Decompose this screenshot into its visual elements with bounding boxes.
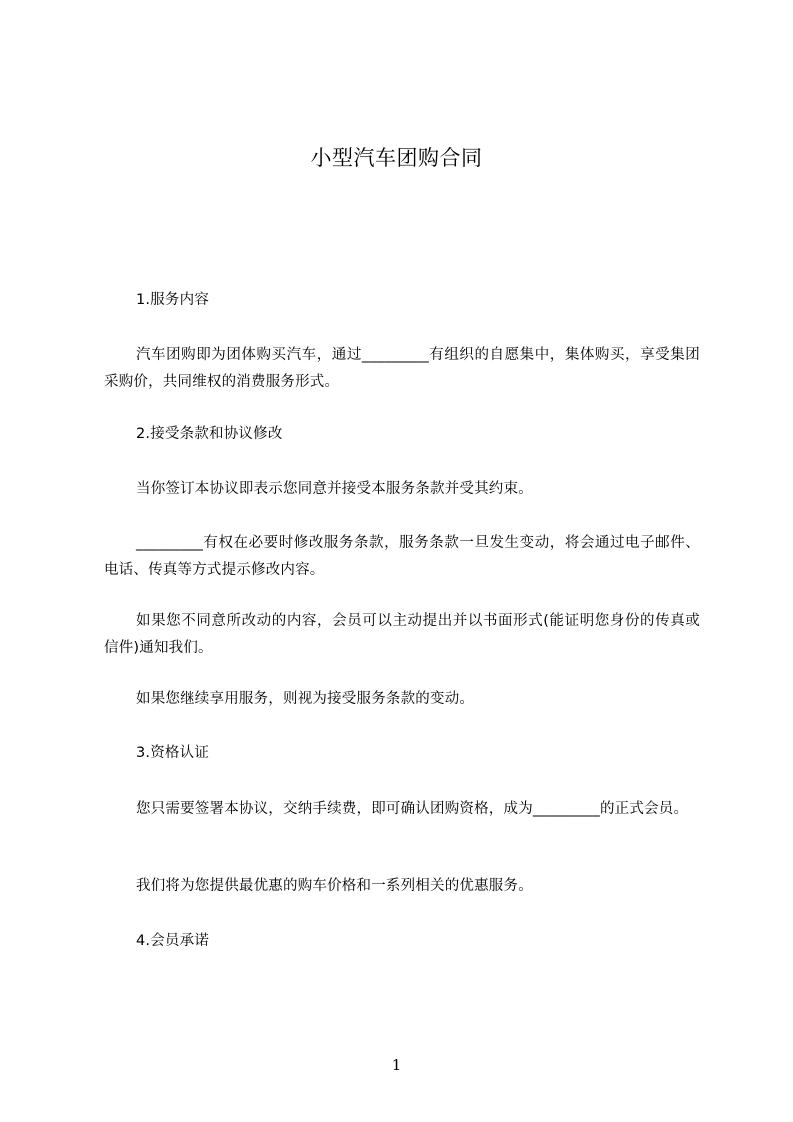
section-1-paragraph-1: 汽车团购即为团体购买汽车，通过_________有组织的自愿集中，集体购买，享受集团采购价，共同维权的消费服务形式。	[104, 347, 700, 390]
section-1-heading: 1.服务内容	[136, 292, 210, 308]
page-number: 1	[391, 1056, 402, 1074]
section-3-heading: 3.资格认证	[136, 745, 210, 761]
section-2-paragraph-2: _________有权在必要时修改服务条款，服务条款一旦发生变动，将会通过电子邮件、电话、传真等方式提示修改内容。	[104, 535, 700, 578]
section-2-paragraph-4: 如果您继续享用服务，则视为接受服务条款的变动。	[136, 691, 475, 707]
section-4-heading: 4.会员承诺	[136, 933, 210, 949]
section-2-paragraph-1: 当你签订本协议即表示您同意并接受本服务条款并受其约束。	[136, 481, 533, 497]
document-title: 小型汽车团购合同	[310, 146, 483, 170]
section-2-heading: 2.接受条款和协议修改	[136, 426, 283, 442]
section-3-paragraph-2: 我们将为您提供最优惠的购车价格和一系列相关的优惠服务。	[136, 878, 533, 894]
section-2-paragraph-3: 如果您不同意所改动的内容，会员可以主动提出并以书面形式(能证明您身份的传真或信件)通知我们。	[104, 613, 700, 656]
section-3-paragraph-1: 您只需要签署本协议，交纳手续费，即可确认团购资格，成为_________的正式会员。	[136, 801, 689, 817]
